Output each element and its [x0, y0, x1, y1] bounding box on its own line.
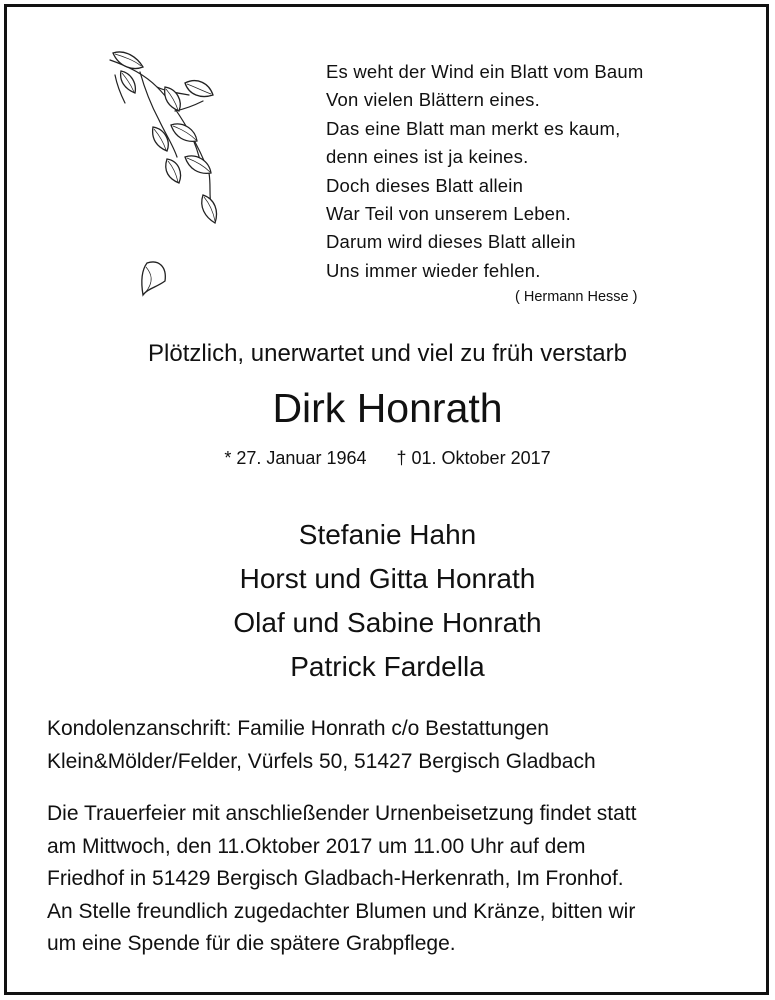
- condolence-line: Klein&Mölder/Felder, Vürfels 50, 51427 Bergisch Gladbach: [47, 750, 596, 773]
- condolence-line: Kondolenzanschrift: Familie Honrath c/o Bestattungen: [47, 717, 549, 740]
- poem-line: Es weht der Wind ein Blatt vom Baum: [326, 61, 644, 82]
- life-dates: [0, 448, 775, 469]
- poem-line: Doch dieses Blatt allein: [326, 174, 524, 196]
- mourner-name: Patrick Fardella: [290, 651, 485, 682]
- mourner-name: Stefanie Hahn: [298, 519, 477, 550]
- funeral-service-info: [47, 798, 636, 961]
- intro-text: Plötzlich, unerwartet und viel zu früh verstarb: [148, 340, 627, 367]
- poem-line: Von vielen Blättern eines.: [326, 89, 540, 111]
- poem-line: denn eines ist ja keines.: [326, 146, 529, 168]
- birth-date: * 27. Januar 1964: [224, 448, 367, 468]
- poem-line: Darum wird dieses Blatt allein: [326, 231, 576, 253]
- service-line: An Stelle freundlich zugedachter Blumen und Kränze, bitten wir: [47, 899, 636, 923]
- service-line: um eine Spende für die spätere Grabpflege.: [47, 932, 456, 955]
- condolence-address: [47, 712, 596, 778]
- poem-line: Uns immer wieder fehlen.: [326, 259, 541, 281]
- service-line: am Mittwoch, den 11.Oktober 2017 um 11.00 Uhr auf dem: [47, 834, 586, 858]
- deceased-name: Dirk Honrath: [272, 385, 503, 431]
- poem-line: War Teil von unserem Leben.: [326, 203, 571, 225]
- service-line: Die Trauerfeier mit anschließender Urnenbeisetzung findet statt: [47, 802, 637, 825]
- mourner-name: Olaf und Sabine Honrath: [233, 607, 542, 638]
- service-line: Friedhof in 51429 Bergisch Gladbach-Herkenrath, Im Fronhof.: [47, 867, 624, 890]
- poem-attribution: ( Hermann Hesse ): [515, 289, 638, 305]
- leaf-branch-icon: [85, 45, 235, 310]
- poem: [326, 58, 644, 285]
- mourner-name: Horst und Gitta Honrath: [239, 563, 536, 594]
- poem-line: Das eine Blatt man merkt es kaum,: [326, 117, 621, 139]
- death-date: † 01. Oktober 2017: [396, 448, 551, 468]
- mourners-list: [0, 513, 775, 689]
